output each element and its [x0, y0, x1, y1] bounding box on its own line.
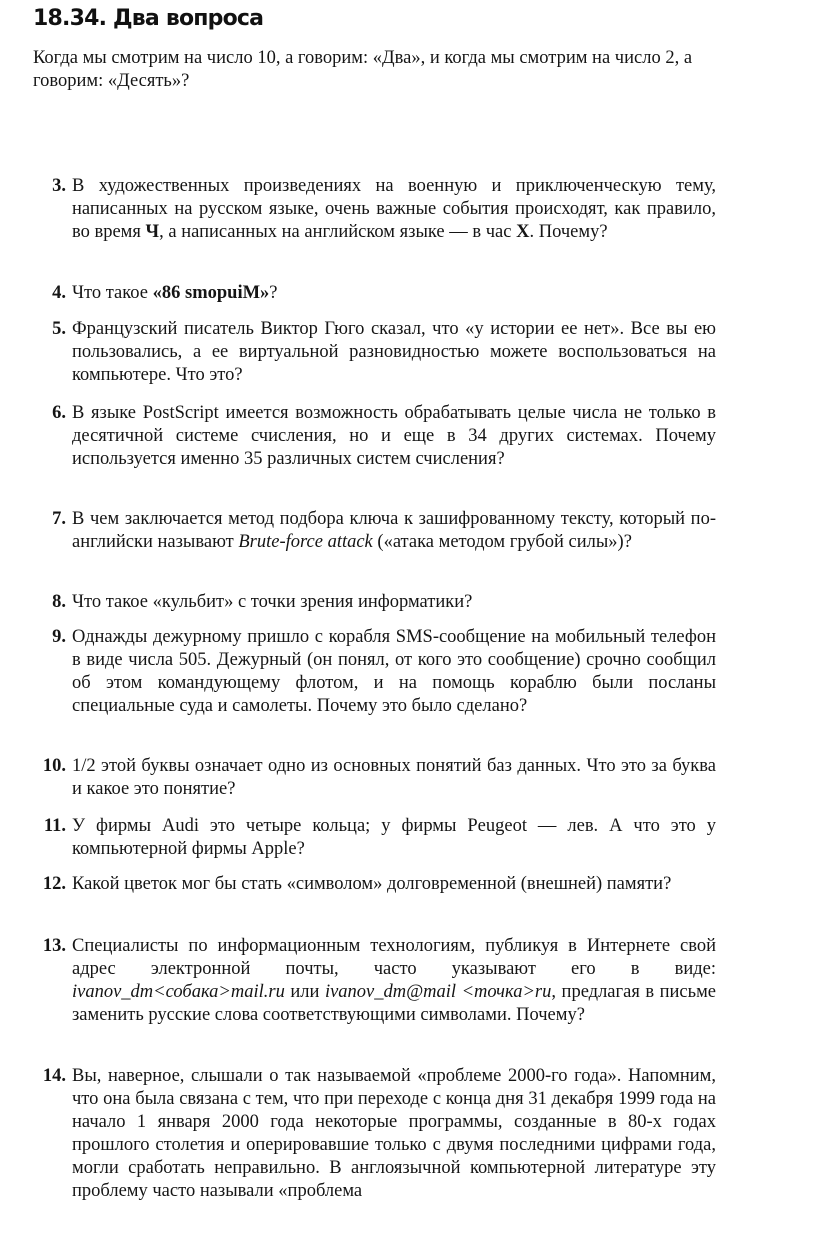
question-item [52, 591, 716, 614]
text-run: . Почему? [529, 222, 608, 242]
question-number: 10. [42, 756, 66, 776]
text-run: Какой цветок мог бы стать «символом» долговременной (внешней) памяти? [72, 874, 672, 894]
text-run: В художественных произведениях на военную и приключенческую тему, написанных на русском языке, очень важные события происходят, как правило, во время [72, 176, 716, 242]
question-text [72, 936, 716, 1025]
question-number: 7. [52, 509, 66, 529]
question-text [72, 627, 716, 716]
question-item [42, 1065, 716, 1203]
intro-paragraph: Когда мы смотрим на число 10, а говорим: «Два», и когда мы смотрим на число 2, а говорим: «Десять»? [33, 48, 693, 91]
bold-term: Ч [145, 222, 160, 242]
section-title: 18.34. Два вопроса [33, 6, 264, 31]
italic-term: ivanov_dm@mail <точка>ru [324, 982, 552, 1002]
text-run: , предлагая в письме заменить русские слова соответствующими символами. Почему? [72, 982, 716, 1025]
question-text [72, 756, 716, 799]
italic-term: Brute-force attack [238, 532, 373, 552]
question-text [72, 283, 278, 303]
question-text [72, 1066, 716, 1201]
text-run: («атака методом грубой силы»)? [372, 532, 632, 552]
question-item [43, 815, 716, 861]
question-item [42, 935, 716, 1027]
question-number: 4. [52, 283, 66, 303]
text-run: 1/2 этой буквы означает одно из основных понятий баз данных. Что это за буква и какое это понятие? [72, 756, 716, 799]
question-text [72, 874, 671, 894]
question-item [52, 508, 716, 554]
text-run: или [284, 982, 325, 1002]
question-item [52, 282, 716, 305]
text-run: Что такое [72, 283, 153, 303]
question-item [52, 318, 716, 387]
question-item [52, 402, 716, 471]
question-text [72, 403, 716, 469]
question-text [72, 592, 472, 612]
question-number: 3. [52, 176, 66, 196]
question-number: 6. [52, 403, 66, 423]
question-number: 8. [52, 592, 66, 612]
question-item [52, 626, 716, 718]
bold-term: «86 smopuiM» [152, 283, 270, 303]
question-text [72, 509, 716, 552]
question-text [72, 319, 716, 385]
question-text [72, 176, 716, 242]
question-number: 9. [52, 627, 66, 647]
question-text [72, 816, 716, 859]
text-run: Специалисты по информационным технологиям, публикуя в Интернете свой адрес электронной почты, часто указывают его в виде: [72, 936, 716, 979]
text-run: В языке PostScript имеется возможность обрабатывать целые числа не только в десятичной системе счисления, но и еще в 34 других системах. Почему используется именно 35 различных систем счисления? [72, 403, 716, 469]
bold-term: X [516, 222, 530, 242]
text-run: Однажды дежурному пришло с корабля SMS-сообщение на мобильный телефон в виде числа 505. Дежурный (он понял, от кого это сообщение) срочно сообщил об этом командующему флотом, и на помощь кораблю были посланы специальные суда и самолеты. Почему это было сделано? [72, 627, 716, 716]
question-item [52, 175, 716, 244]
text-run: Вы, наверное, слышали о так называемой «проблеме 2000-го года». Напомним, что она была связана с тем, что при переходе с конца дня 31 декабря 1999 года на начало 1 января 2000 года некоторые программы, созданные в 80-х годах прошлого столетия и оперировавшие только с двумя последними цифрами года, могли сработать неправильно. В англоязычной компьютерной литературе эту проблему часто называли «проблема [72, 1066, 716, 1201]
question-number: 14. [42, 1066, 66, 1086]
text-run: Французский писатель Виктор Гюго сказал, что «у истории ее нет». Все вы ею пользовались, а ее виртуальной разновидностью можете воспользоваться на компьютере. Что это? [72, 319, 716, 385]
question-item [42, 755, 716, 801]
question-number: 13. [42, 936, 66, 956]
text-run: У фирмы Audi это четыре кольца; у фирмы Peugeot — лев. А что это у компьютерной фирмы Apple? [72, 816, 716, 859]
text-run: Что такое «кульбит» с точки зрения информатики? [72, 592, 473, 612]
text-run: В чем заключается метод подбора ключа к зашифрованному тексту, который по-английски называют [72, 509, 716, 552]
question-number: 11. [43, 816, 66, 836]
question-number: 12. [42, 874, 66, 894]
question-item [42, 873, 716, 896]
text-run: , а написанных на английском языке — в час [159, 222, 517, 242]
italic-term: ivanov_dm<собака>mail.ru [72, 982, 285, 1002]
text-run: ? [269, 283, 278, 303]
question-number: 5. [52, 319, 66, 339]
